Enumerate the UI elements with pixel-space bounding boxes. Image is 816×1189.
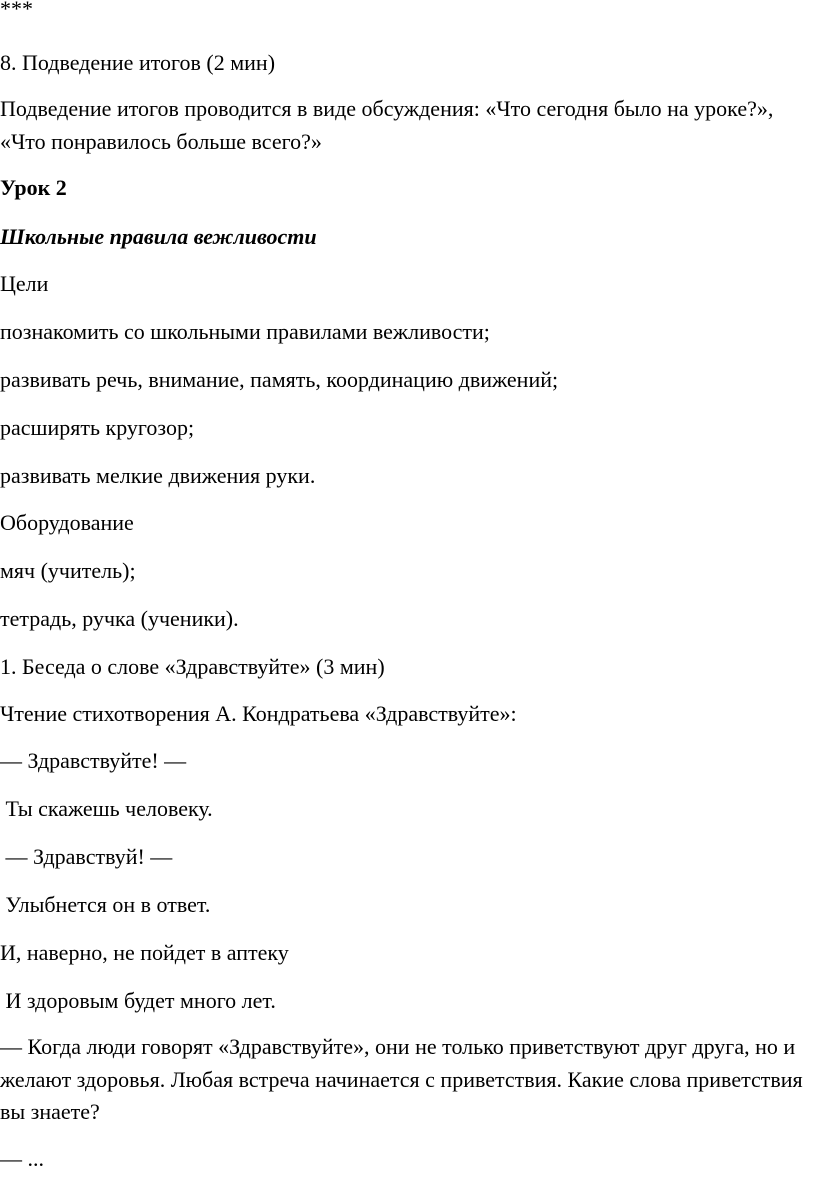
goal-item: познакомить со школьными правилами вежливости; <box>0 319 490 344</box>
poem-line: — Здравствуйте! — <box>0 748 187 773</box>
equipment-heading: Оборудование <box>0 510 134 535</box>
goals-heading: Цели <box>0 271 49 296</box>
section-8-title: 8. Подведение итогов (2 мин) <box>0 50 276 75</box>
goal-item: расширять кругозор; <box>0 415 195 440</box>
lesson-title: Школьные правила вежливости <box>0 224 317 249</box>
goal-item: развивать мелкие движения руки. <box>0 463 316 488</box>
section-1-title: 1. Беседа о слове «Здравствуйте» (3 мин) <box>0 654 385 679</box>
equipment-item: мяч (учитель); <box>0 558 136 583</box>
section-8-text: Подведение итогов проводится в виде обсуждения: «Что сегодня было на уроке?», «Что понравилось больше всего?» <box>0 96 774 154</box>
poem-intro: Чтение стихотворения А. Кондратьева «Здравствуйте»: <box>0 701 517 726</box>
poem-line: И здоровым будет много лет. <box>0 988 276 1013</box>
discussion-text: — Когда люди говорят «Здравствуйте», они не только приветствуют друг друга, но и желают здоровья. Любая встреча начинается с приветствия. Какие слова приветствия вы знаете? <box>0 1034 803 1124</box>
equipment-item: тетрадь, ручка (ученики). <box>0 606 239 631</box>
poem-line: И, наверно, не пойдет в аптеку <box>0 940 289 965</box>
section-separator: *** <box>0 0 33 21</box>
poem-line: Ты скажешь человеку. <box>0 796 213 821</box>
poem-line: — Здравствуй! — <box>0 844 173 869</box>
goal-item: развивать речь, внимание, память, координацию движений; <box>0 367 559 392</box>
poem-line: Улыбнется он в ответ. <box>0 892 211 917</box>
answer-placeholder: — ... <box>0 1146 44 1171</box>
lesson-heading: Урок 2 <box>0 175 67 200</box>
